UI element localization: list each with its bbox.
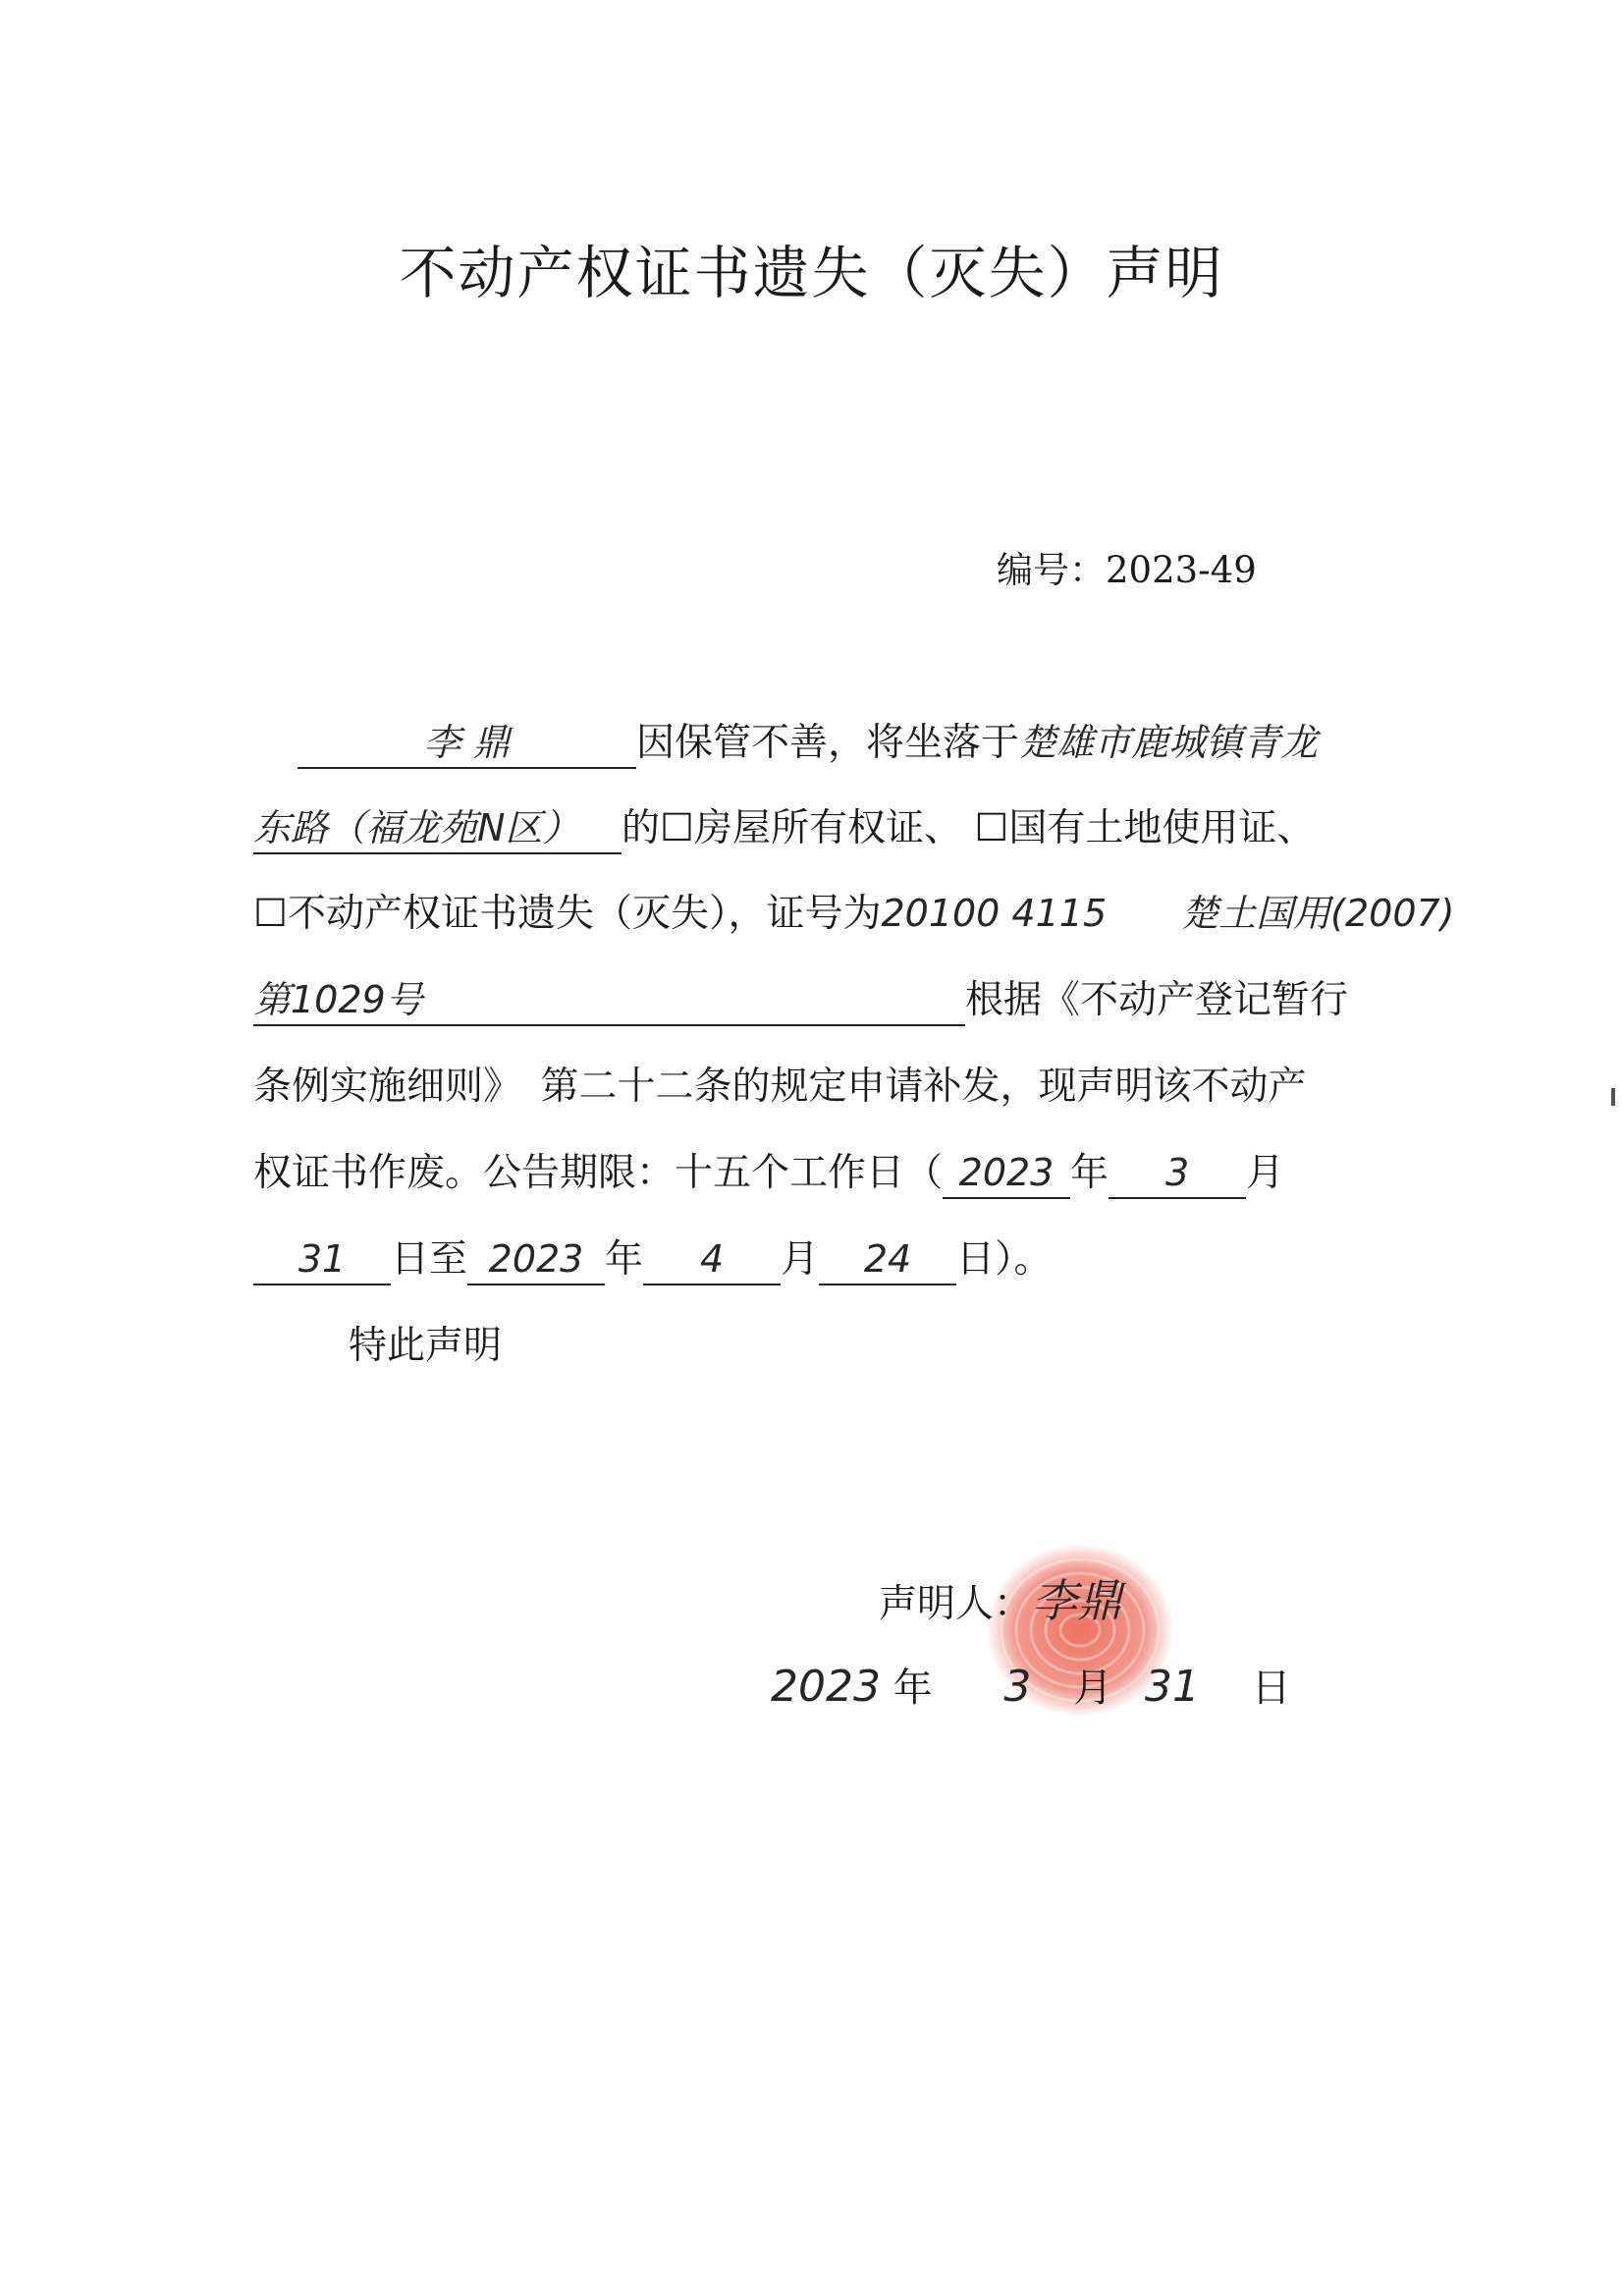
text-segment: 日）。: [956, 1237, 1053, 1282]
text-segment: 月: [1246, 1151, 1285, 1195]
text-segment: 年: [605, 1237, 644, 1282]
text-segment: 权证书作废。公告期限：十五个工作日（: [253, 1151, 944, 1195]
text-segment: 因保管不善，将坐落于: [636, 721, 1020, 765]
statement-line-5: [253, 1059, 1392, 1116]
document-title: 不动产权证书遗失（灭失）声明: [399, 240, 1224, 306]
statement-line-3: [253, 886, 1455, 943]
end-day-field: 24: [819, 1234, 956, 1285]
statement-line-1: [253, 715, 1392, 772]
owner-name-field: 李 鼎: [298, 718, 636, 769]
month-char: 月: [1073, 1666, 1113, 1711]
text-segment: 根据《不动产登记暂行: [965, 978, 1349, 1022]
address-field-2: 东路（福龙苑N区）: [253, 803, 622, 854]
statement-line-7: [253, 1231, 1392, 1288]
end-year-field: 2023: [467, 1234, 605, 1285]
certificate-number-field-2: 第1029号: [253, 975, 965, 1026]
year-char: 年: [893, 1666, 933, 1711]
declarant-signature: 李鼎: [1032, 1574, 1123, 1627]
document-number: 编号：2023-49: [997, 549, 1257, 591]
text-segment: 年: [1070, 1151, 1109, 1195]
start-year-field: 2023: [943, 1148, 1070, 1199]
statement-line-6: [253, 1145, 1392, 1202]
signature-month: 3: [1003, 1662, 1032, 1712]
statement-line-2: [253, 800, 1392, 857]
closing-text: 特此声明: [349, 1324, 503, 1368]
scan-edge-mark: [1611, 1088, 1615, 1106]
start-day-field: 31: [253, 1234, 391, 1285]
start-month-field: 3: [1109, 1148, 1246, 1199]
statement-line-4: [253, 972, 1392, 1029]
signature-date: [771, 1658, 1291, 1718]
signature-day: 31: [1144, 1662, 1200, 1712]
day-char: 日: [1251, 1666, 1291, 1711]
address-field-1: 楚雄市鹿城镇青龙: [1019, 721, 1319, 764]
text-segment: ☐不动产权证书遗失（灭失），证号为: [253, 892, 882, 936]
text-segment: 条例实施细则》 第二十二条的规定申请补发，现声明该不动产: [253, 1065, 1307, 1109]
declarant-label: 声明人：: [879, 1582, 1033, 1626]
text-segment: 月: [781, 1237, 820, 1282]
declarant-row: [879, 1571, 1122, 1633]
certificate-number-field-1: 20100 4115 楚土国用(2007): [881, 892, 1455, 935]
text-segment: 的☐房屋所有权证、 ☐国有土地使用证、: [622, 806, 1316, 850]
end-month-field: 4: [643, 1234, 781, 1285]
text-segment: 日至: [391, 1237, 468, 1282]
signature-year: 2023: [771, 1662, 881, 1712]
